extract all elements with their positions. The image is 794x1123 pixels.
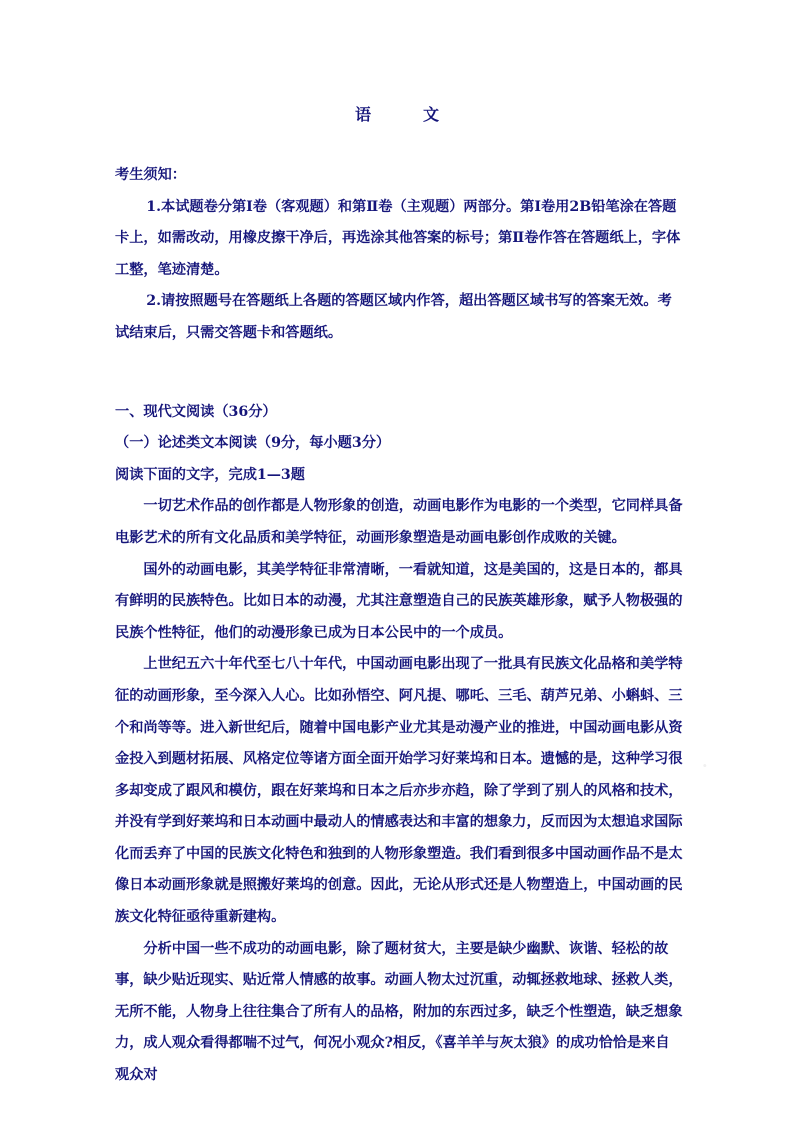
section-heading: 一、现代文阅读（36分） [115, 403, 277, 420]
page-title: 语 文 [354, 105, 457, 124]
section-spacer [115, 350, 683, 397]
paragraph-2: 国外的动画电影，其美学特征非常清晰，一看就知道，这是美国的，这是日本的，都具有鲜明的民族特色。比如日本的动漫，尤其注意塑造自己的民族英雄形象，赋予人物极强的民族个性特征，他们的动漫形象已成为日本公民中的一个成员。 [115, 561, 683, 641]
subsection-heading: （一）论述类文本阅读（9分，每小题3分） [115, 435, 391, 452]
notice-heading: 考生须知： [115, 167, 186, 183]
notice-item-2: 2.请按照题号在答题纸上各题的答题区域内作答，超出答题区域书写的答案无效。考试结束后，只需交答题卡和答题纸。 [115, 293, 672, 341]
paragraph-1: 一切艺术作品的创作都是人物形象的创造，动画电影作为电影的一个类型，它同样具备电影艺术的所有文化品质和美学特征，动画形象塑造是动画电影创作成败的关键。 [115, 498, 683, 546]
faint-watermark: · [702, 756, 708, 775]
notice-item-1: 1.本试题卷分第Ⅰ卷（客观题）和第Ⅱ卷（主观题）两部分。第Ⅰ卷用2B铅笔涂在答题卡上，如需改动，用橡皮擦干净后，再选涂其他答案的标号；第Ⅱ卷作答在答题纸上，字体工整，笔迹清楚。 [115, 198, 681, 278]
paragraph-4: 分析中国一些不成功的动画电影，除了题材贫大，主要是缺少幽默、诙谐、轻松的故事，缺少贴近现实、贴近常人情感的故事。动画人物太过沉重，动辄拯救地球、拯救人类，无所不能，人物身上往往集合了所有人的品格，附加的东西过多，缺乏个性塑造，缺乏想象力，成人观众看得都喘不过气，何况小观众?相反，《喜羊羊与灰太狼》的成功恰恰是来自观众对 [115, 940, 683, 1084]
paragraph-3: 上世纪五六十年代至七八十年代，中国动画电影出现了一批具有民族文化品格和美学特征的动画形象，至今深入人心。比如孙悟空、阿凡提、哪吒、三毛、葫芦兄弟、小蝌蚪、三个和尚等等。进入新世纪后，随着中国电影产业尤其是动漫产业的推进，中国动画电影从资金投入到题材拓展、风格定位等诸方面全面开始学习好莱坞和日本。遗憾的是，这种学习很多却变成了跟风和模仿，跟在好莱坞和日本之后亦步亦趋，除了学到了别人的风格和技术，并没有学到好莱坞和日本动画中最动人的情感表达和丰富的想象力，反而因为太想追求国际化而丢弃了中国的民族文化特色和独到的人物形象塑造。我们看到很多中国动画作品不是太像日本动画形象就是照搬好莱坞的创意。因此，无论从形式还是人物塑造上，中国动画的民族文化特征亟待重新建构。 [115, 656, 683, 926]
document-body [115, 160, 683, 1092]
reading-instruction: 阅读下面的文字，完成1—3题 [115, 466, 305, 483]
